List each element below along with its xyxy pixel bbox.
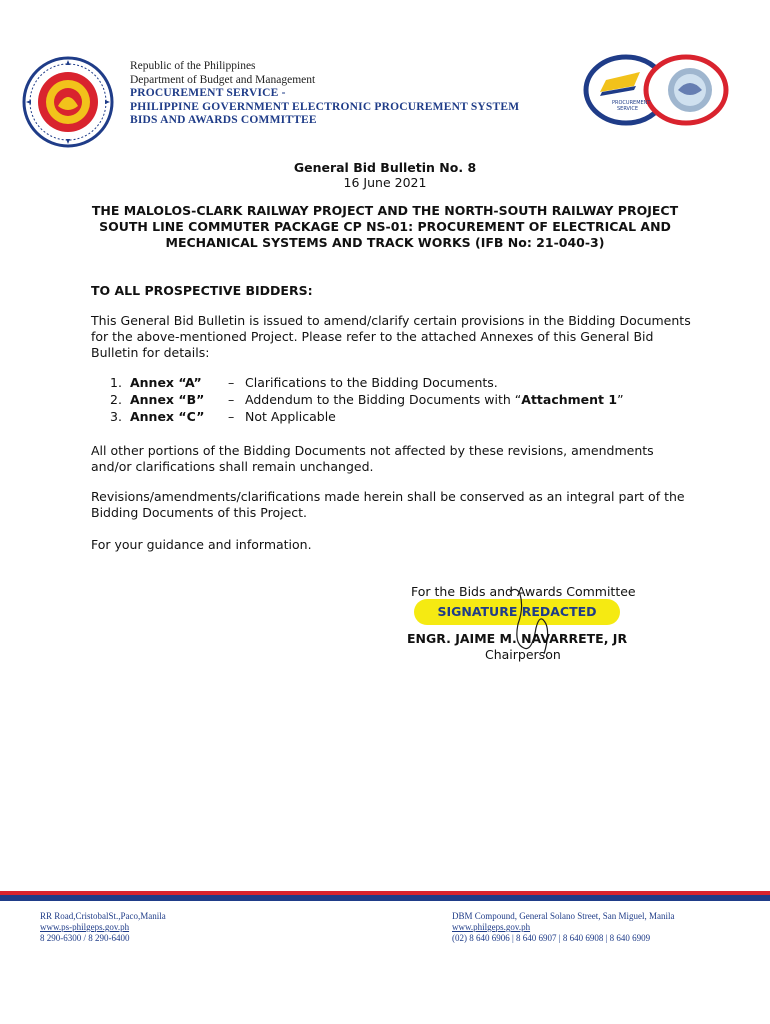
annex-list-item <box>110 375 498 392</box>
dbm-seal-logo <box>22 56 114 148</box>
footer-ps-phone: 8 290-6300 / 8 290-6400 <box>40 933 130 943</box>
letterhead-bac: BIDS AND AWARDS COMMITTEE <box>130 114 317 126</box>
annex-description <box>245 392 624 407</box>
intro-paragraph: This General Bid Bulletin is issued to amend/clarify certain provisions in the Bidding Documents for the above-mentioned Project. Please refer to the attached Annexes of this General Bid Bulletin for details: <box>91 313 691 360</box>
letterhead-procurement-service: PROCUREMENT SERVICE - <box>130 87 286 99</box>
footer-philgeps-address: DBM Compound, General Solano Street, San Miguel, Manila <box>452 911 675 921</box>
footer-divider <box>0 891 770 901</box>
chairperson-name: ENGR. JAIME M. NAVARRETE, JR <box>407 631 628 646</box>
annex-dash: – <box>228 409 235 424</box>
procurement-service-philgeps-logos <box>582 52 732 126</box>
annex-number: 2. <box>110 392 122 407</box>
other-portions-paragraph: All other portions of the Bidding Documents not affected by these revisions, amendments and/or clarifications shall remain unchanged. <box>91 443 654 474</box>
footer-philgeps-website-link[interactable]: www.philgeps.gov.ph <box>452 922 531 932</box>
annex-description-close-quote: ” <box>617 392 624 407</box>
bulletin-date: 16 June 2021 <box>343 175 427 190</box>
annex-list-item <box>110 392 624 409</box>
letterhead-republic: Republic of the Philippines <box>130 60 256 72</box>
annex-list-item <box>110 409 336 426</box>
signature-committee-line: For the Bids and Awards Committee <box>411 584 636 599</box>
letterhead-department: Department of Budget and Management <box>130 73 316 86</box>
footer-ps-contact <box>40 911 166 944</box>
project-title: THE MALOLOS-CLARK RAILWAY PROJECT AND THE NORTH-SOUTH RAILWAY PROJECT SOUTH LINE COMMUTER PACKAGE CP NS-01: PROCUREMENT OF ELECTRICAL AND MECHANICAL SYSTEMS AND TRACK WORKS (IFB No: 21-040-3) <box>91 203 679 250</box>
annex-number: 3. <box>110 409 122 424</box>
annex-description: Clarifications to the Bidding Documents. <box>245 375 498 390</box>
footer-ps-website-link[interactable]: www.ps-philgeps.gov.ph <box>40 922 130 932</box>
bulletin-title: General Bid Bulletin No. 8 <box>293 160 477 175</box>
annex-description-text: Addendum to the Bidding Documents with “ <box>245 392 522 407</box>
annex-description: Not Applicable <box>245 409 336 424</box>
footer-ps-address: RR Road,CristobalSt.,Paco,Manila <box>40 911 166 921</box>
letterhead <box>130 60 519 128</box>
attachment-1-label: Attachment 1 <box>521 392 618 407</box>
footer-philgeps-phone: (02) 8 640 6906 | 8 640 6907 | 8 640 6908 | 8 640 6909 <box>452 933 651 943</box>
annex-label: Annex “A” <box>129 375 202 390</box>
annex-number: 1. <box>110 375 122 390</box>
revisions-paragraph: Revisions/amendments/clarifications made herein shall be conserved as an integral part of the Bidding Documents of this Project. <box>91 489 685 520</box>
letterhead-philgeps: PHILIPPINE GOVERNMENT ELECTRONIC PROCUREMENT SYSTEM <box>130 100 520 113</box>
signature-redacted-badge: SIGNATURE REDACTED <box>414 599 620 625</box>
annex-dash: – <box>228 375 235 390</box>
ps-logo-text-2: SERVICE <box>617 106 639 112</box>
annex-label: Annex “C” <box>129 409 205 424</box>
guidance-paragraph: For your guidance and information. <box>91 537 312 552</box>
ps-logo-text: PROCUREMENT <box>612 100 651 106</box>
annex-label: Annex “B” <box>129 392 205 407</box>
footer-philgeps-contact <box>452 911 674 944</box>
salutation: TO ALL PROSPECTIVE BIDDERS: <box>91 283 313 298</box>
chairperson-title: Chairperson <box>485 647 561 662</box>
annex-dash: – <box>228 392 235 407</box>
